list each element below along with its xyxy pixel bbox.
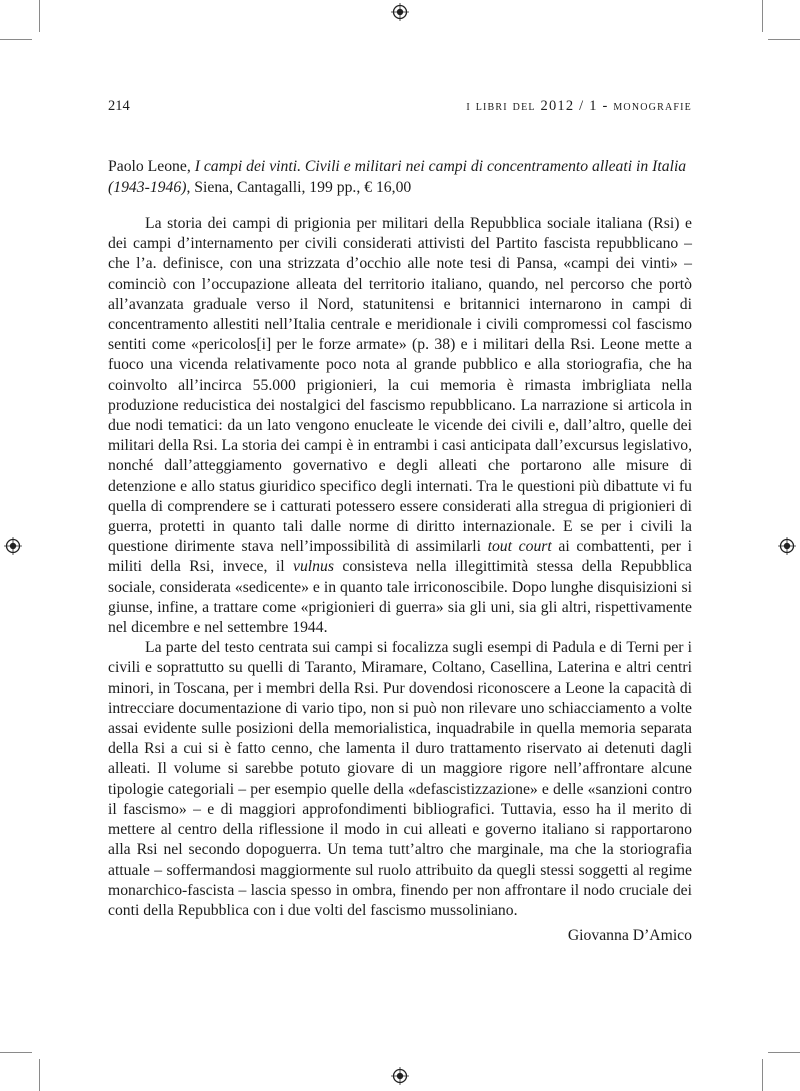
registration-mark-icon <box>778 537 796 555</box>
page-number: 214 <box>108 98 130 114</box>
review-body <box>108 214 692 921</box>
registration-mark-icon <box>391 1067 409 1085</box>
crop-mark <box>762 1059 763 1091</box>
italic-text: tout court <box>487 538 552 556</box>
citation-publication: , Siena, Cantagalli, 199 pp., € 16,00 <box>186 179 412 197</box>
italic-text: vulnus <box>292 558 334 576</box>
running-title: i libri del 2012 / 1 - monografie <box>466 98 692 114</box>
paragraph: La parte del testo centrata sui campi si focalizza sugli esempi di Padula e di Terni per i civili e soprattutto su quelli di Taranto, Miramare, Coltano, Casellina, Laterina e altri centri minori, in Toscana, per i membri della Rsi. Pur dovendosi riconoscere a Leone la capacità di intrecciare documentazione di vario tipo, non si può non rilevare uno schiacciamento a volte assai evidente sulle posizioni della memorialistica, inquadrabile in quella memoria separata della Rsi a cui si è fatto cenno, che lamenta il duro trattamento riservato ai detenuti dagli alleati. Il volume si sarebbe potuto giovare di un maggiore rigore nell’affrontare alcune tipologie categoriali – per esempio quelle della «defascistizzazione» e delle «sanzioni contro il fascismo» – e di maggiori approfondimenti bibliografici. Tuttavia, esso ha il merito di mettere al centro della riflessione il modo in cui alleati e governo italiano si rapportarono alla Rsi nel secondo dopoguerra. Un tema tutt’altro che marginale, ma che la storiografia attuale – soffermandosi maggiormente sul ruolo attribuito da quegli stessi soggetti al regime monarchico-fascista – lascia spesso in ombra, finendo per non affrontare il nodo cruciale dei conti della Repubblica con i due volti del fascismo mussoliniano. <box>108 639 692 919</box>
paragraph-text: consisteva nella illegittimità stessa della Repubblica sociale, considerata «sedicente» e in quanto tale irriconoscibile. Dopo lunghe disquisizioni si giunse, infine, a trattare come «prigionieri di guerra» sia gli uni, sia gli altri, rispettivamente nel dicembre e nel settembre 1944. <box>108 558 693 637</box>
crop-mark <box>768 1052 800 1053</box>
paragraph <box>108 214 692 638</box>
crop-mark <box>762 0 763 32</box>
citation-author: Paolo Leone, <box>108 158 195 175</box>
crop-mark <box>0 1052 32 1053</box>
book-citation <box>108 156 692 198</box>
crop-mark <box>768 39 800 40</box>
crop-mark <box>39 1059 40 1091</box>
reviewer-signature: Giovanna D’Amico <box>567 927 692 944</box>
crop-mark <box>0 39 32 40</box>
registration-mark-icon <box>4 537 22 555</box>
paragraph-text: ai combattenti, per i militi della Rsi, invece, il <box>108 538 692 576</box>
registration-mark-icon <box>391 3 409 21</box>
crop-mark <box>39 0 40 32</box>
paragraph-text: La storia dei campi di prigionia per militari della Repubblica sociale italiana (Rsi) e dei campi d’internamento per civili considerati attivisti del Partito fascista repubblicano – che l’a. definisce, con una strizzata d’occhio alle note tesi di Pansa, «campi dei vinti» – cominciò con l’occupazione alleata del territorio italiano, quando, nel percorso che portò all’avanzata graduale verso il Nord, statunitensi e britannici internarono in campi di concentramento allestiti nell’Italia centrale e meridionale i civili compromessi col fascismo sentiti come «pericolos[i] per le forze armate» (p. 38) e i militari della Rsi. Leone mette a fuoco una vicenda relativamente poco nota al grande pubblico e alla storiografia, che ha coinvolto all’incirca 55.000 prigionieri, la cui memoria è rimasta imbrigliata nella produzione reducistica dei nostalgici del fascismo repubblicano. La narrazione si articola in due nodi tematici: da un lato vengono enucleate le vicende dei civili e, dall’altro, quelle dei militari della Rsi. La storia dei campi è in entrambi i casi anticipata dall’excursus legislativo, nonché dall’atteggiamento governativo e degli alleati che portarono alle misure di detenzione e allo status giuridico specifico degli internati. Tra le questioni più dibattute vi fu quella di comprendere se i catturati potessero essere considerati alla stregua di prigionieri di guerra, protetti in quanto tali dalle norme di diritto internazionale. E se per i civili la questione dirimente stava nell’impossibilità di assimilarli <box>108 215 692 556</box>
citation-title: I campi dei vinti. Civili e militari nei campi di concentramento alleati in Italia (1943-1946) <box>108 158 687 197</box>
